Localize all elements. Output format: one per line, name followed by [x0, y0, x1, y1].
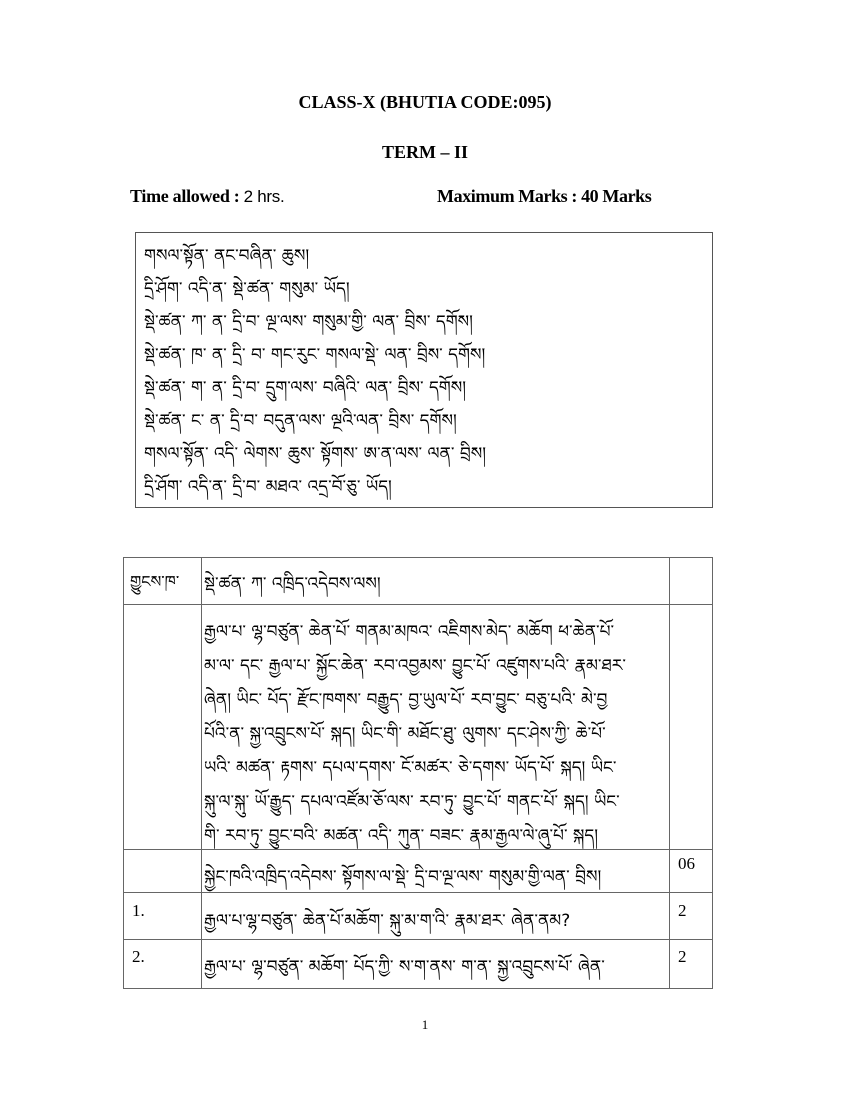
passage-line: པོའི་ན་ སྐྱ་འབྲུངས་པོ་ སྐད། ཡིང་གི་ མཐོང་ཐུ་ ལུགས་ དང་ཤེས་ཀྱི་ ཆེ་པོ་: [204, 724, 606, 744]
instruction-line: དྲི་ཤོག་ འདི་ན་ སྡེ་ཚན་ གསུམ་ ཡོད།: [144, 279, 350, 299]
question-text: རྒྱལ་པ་ ལྷ་བཙུན་ མཆོག་ པོད་ཀྱི་ ས་ག་ནས་ ག་ན་ སྐྱ་འབྲུངས་པོ་ ཞེན་: [204, 957, 605, 977]
question-text: རྒྱལ་པ་ལྷ་བཙུན་ ཆེན་པོ་མཆོག་ སྐུ་མ་ག་འི་ རྣམ་ཐར་ ཞེན་ནམ?: [204, 911, 571, 931]
instruction-line: སྡེ་ཚན་ ག་ ན་ དྲི་བ་ དྲུག་ལས་ བཞིའི་ ལན་ བྲིས་ དགོས།: [144, 378, 467, 398]
instruction-line: སྡེ་ཚན་ ཁ་ ན་ དྲི་ བ་ གང་རུང་ གསལ་སྡེ་ ལན་ བྲིས་ དགོས།: [144, 345, 486, 365]
instruction-line: སྡེ་ཚན་ ང་ ན་ དྲི་བ་ བདུན་ལས་ ལྔའི་ལན་ བྲིས་ དགོས།: [144, 411, 457, 431]
passage-line: ཡའི་ མཚན་ རྟགས་ དཔལ་དགས་ ངོ་མཚར་ ཅེ་དགས་ ཡོད་པོ་ སྐད། ཡིང་: [204, 758, 617, 778]
instruction-line: སྡེ་ཚན་ ཀ་ ན་ དྲི་བ་ ལྔ་ལས་ གསུམ་གྱི་ ལན་ བྲིས་ དགོས།: [144, 312, 473, 332]
question-marks: 2: [678, 947, 687, 966]
page-title: CLASS-X (BHUTIA CODE:095): [298, 92, 552, 112]
column-divider: [201, 558, 202, 988]
instruction-line: གསལ་སྟོན་ ནང་བཞིན་ ཆུས།: [144, 246, 310, 266]
instruction-line: དྲི་ཤོག་ འདི་ན་ དྲི་བ་ མཐའ་ འདྲ་བོ་ཅུ་ ཡོད།: [144, 477, 392, 497]
passage-line: རྒྱལ་པ་ ལྷ་བཙུན་ ཆེན་པོ་ གནམ་མཁའ་ འཇིགས་མེད་ མཆོག ཕ་ཆེན་པོ་: [204, 622, 615, 642]
question-number: 2.: [132, 947, 145, 966]
section-label: གྱུངས་ཁ་: [130, 572, 180, 591]
instruction-line: གསལ་སྟོན་ འདི་ ལེགས་ ཆུས་ སྟོགས་ ཨ་ན་ལས་ ལན་ བྲིས།: [144, 444, 486, 464]
passage-line: སྐུ་ལ་སྐུ་ ཡོ་རྒྱུད་ དཔལ་འཛོམ་ཅོ་ལས་ རབ་ཏུ་ བྱུང་པོ་ གནང་པོ་ སྐད། ཡིང་: [204, 792, 620, 812]
time-allowed-value: 2 hrs.: [243, 187, 285, 206]
question-table: [123, 557, 713, 989]
term-heading: TERM – II: [381, 142, 468, 162]
section-title: སྡེ་ཚན་ ཀ་ འཁྲིད་འདེབས་ལས།: [204, 574, 381, 594]
instructions-box: [135, 232, 713, 508]
section-marks: 06: [678, 854, 695, 873]
time-allowed-label: Time allowed :: [130, 186, 244, 206]
time-allowed: [130, 186, 284, 207]
question-number: 1.: [132, 901, 145, 920]
passage-line: མ་ལ་ དང་ རྒྱལ་པ་ སྐྱོང་ཆེན་ རབ་འབྱམས་ བྱུང་པོ་ འཛུགས་པའི་ རྣམ་ཐར་: [204, 656, 626, 676]
column-divider: [669, 558, 670, 988]
page-number: 1: [421, 1017, 429, 1032]
question-marks: 2: [678, 901, 687, 920]
section-instruction: སྐྱེང་ཁའི་འཁྲིད་འདེབས་ སྟོགས་ལ་སྡེ་ དྲི་བ་ལྔ་ལས་ གསུམ་གྱི་ལན་ བྲིས།: [204, 867, 602, 887]
passage-line: གི་ རབ་ཏུ་ བྱུང་བའི་ མཚན་ འདི་ ཀུན་ བཟང་ རྣམ་རྒྱལ་ལེ་ཞུ་པོ་ སྐད།: [204, 826, 599, 846]
maximum-marks: Maximum Marks : 40 Marks: [437, 186, 652, 206]
passage-line: ཞེན། ཡིང་ པོད་ རྫོང་ཁགས་ བརྒྱུད་ བྱ་ཡུལ་པོ་ རབ་བྱུང་ བཅུ་པའི་ མེ་བྱ: [204, 690, 608, 710]
